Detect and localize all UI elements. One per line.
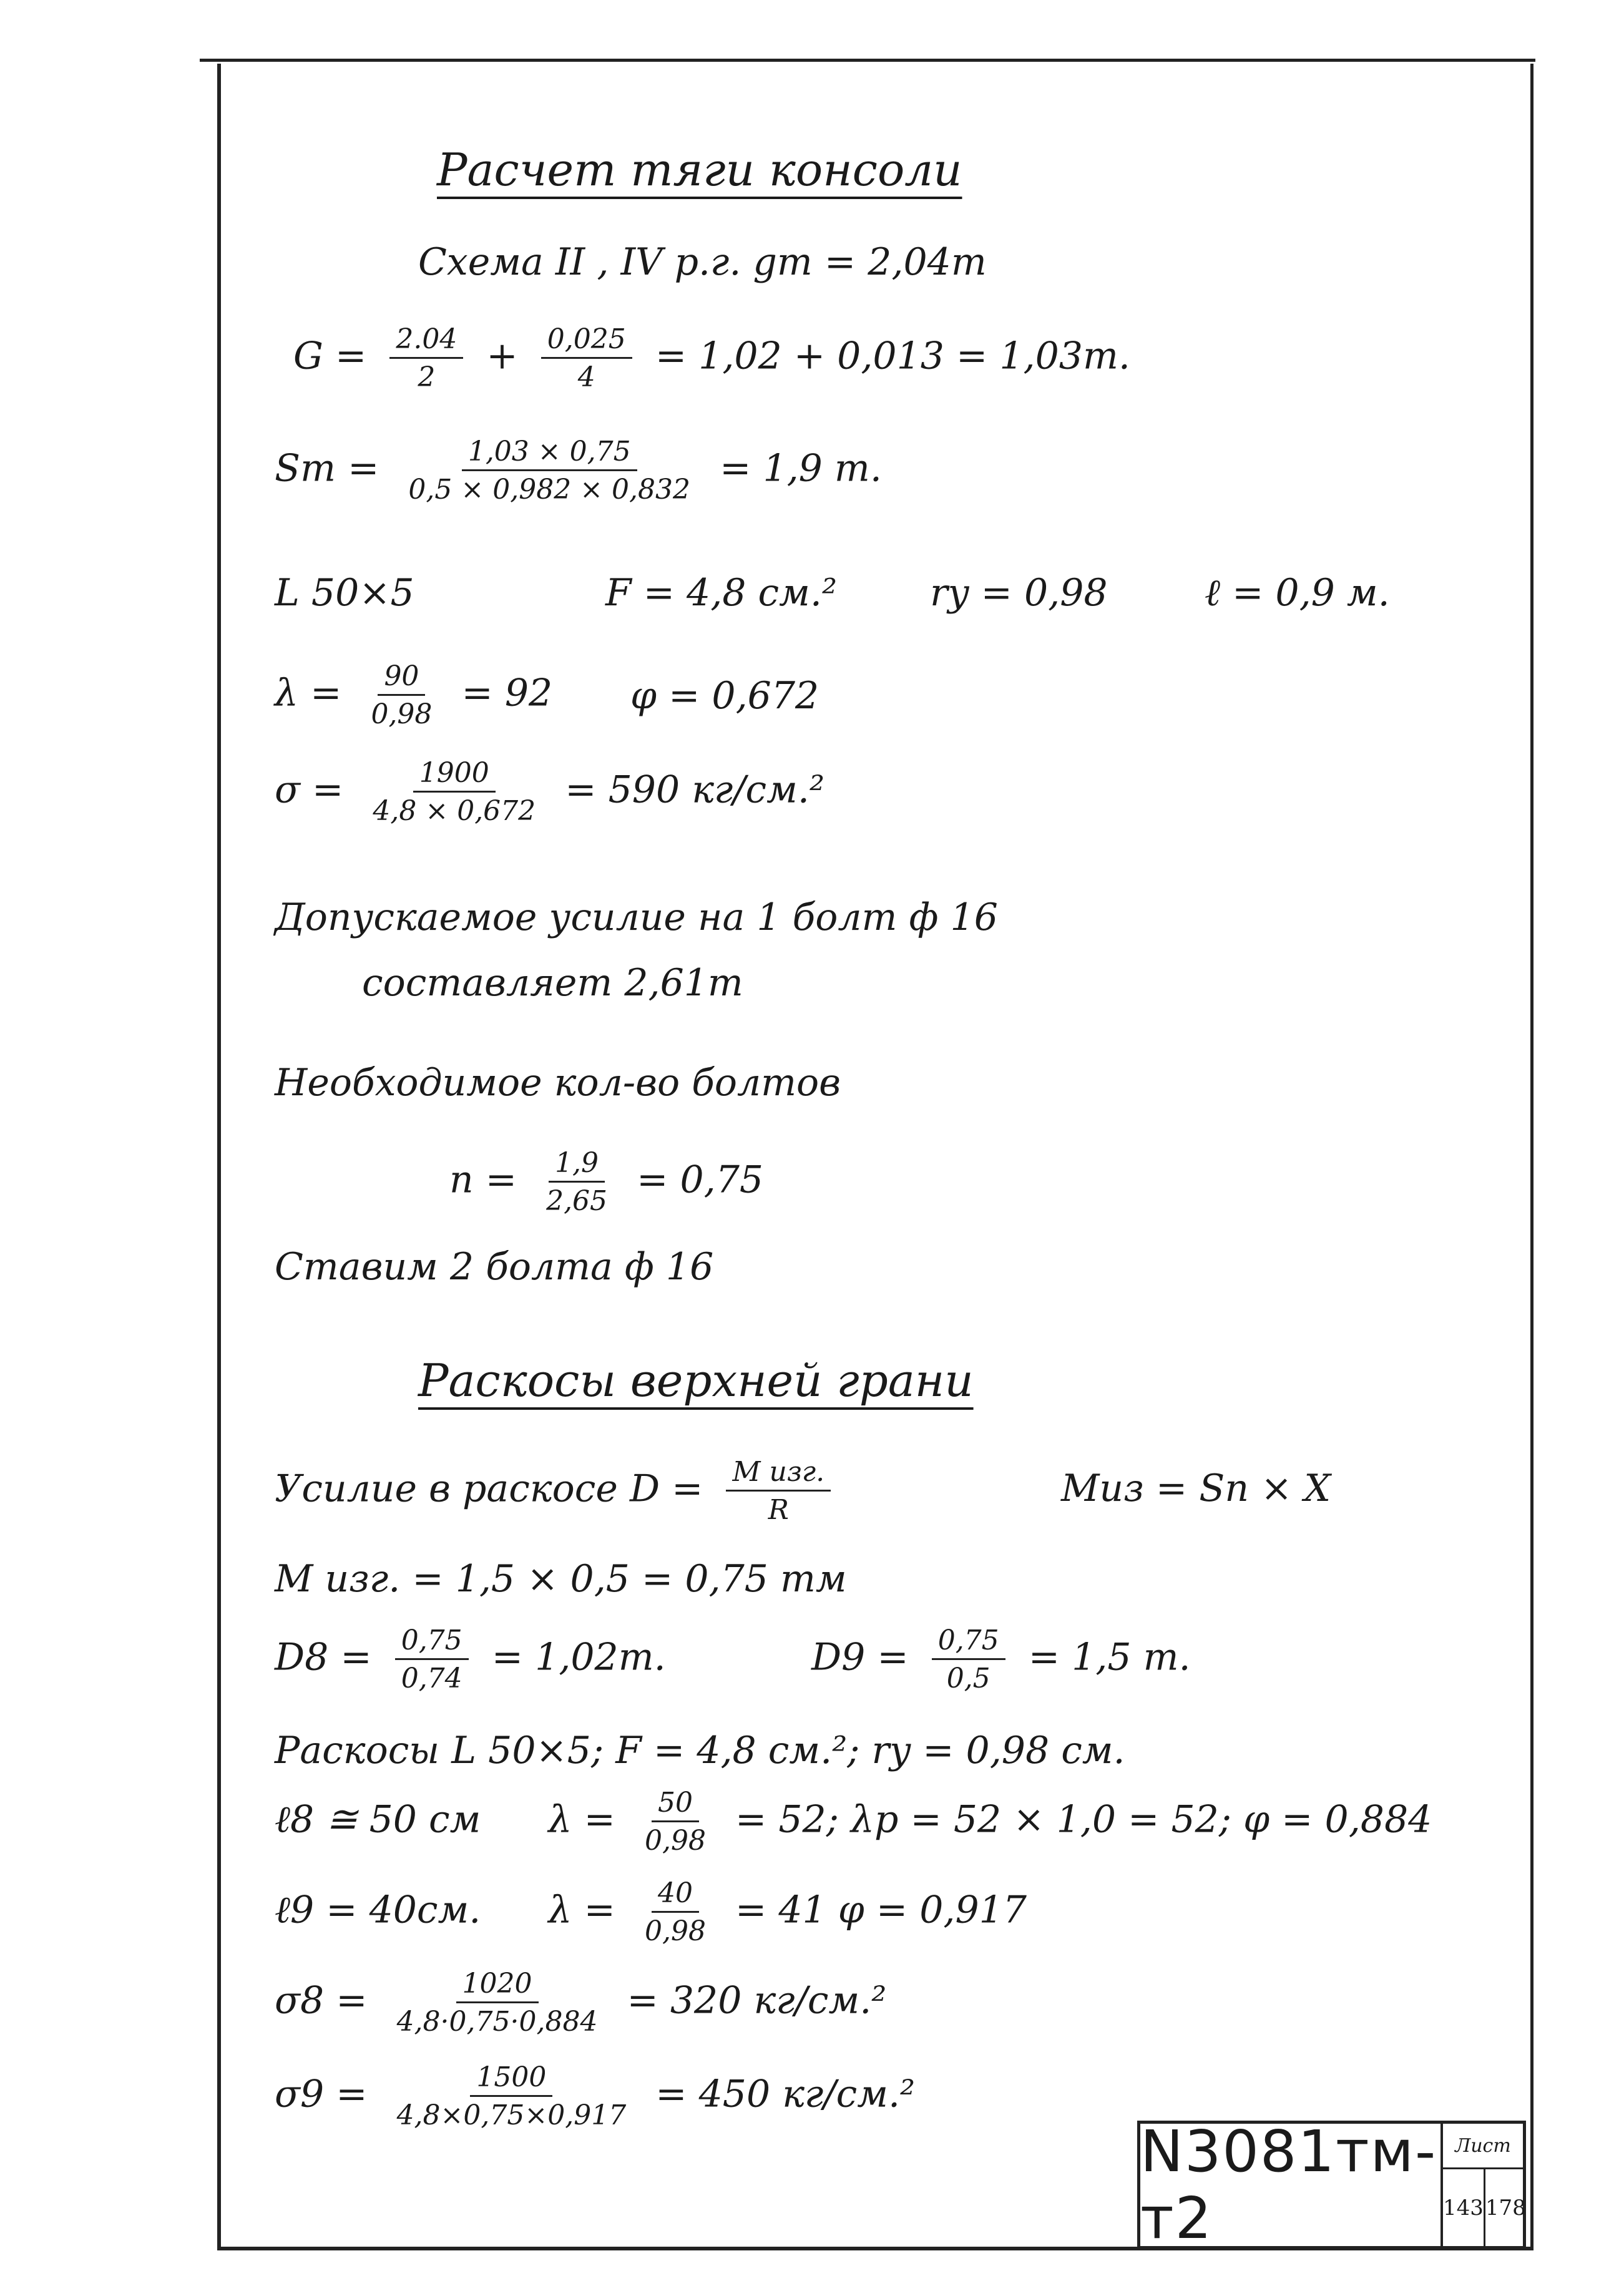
lambda-lhs: λ =: [275, 671, 342, 715]
area-value: F = 4,8 см.²: [605, 571, 838, 615]
length-value: ℓ = 0,9 м.: [1205, 571, 1390, 615]
document-number: N3081тм-т2: [1140, 2118, 1437, 2252]
l8-lambda-fraction: [638, 1788, 712, 1857]
bolts-decision: Ставим 2 болта ф 16: [275, 1245, 714, 1289]
phi-value: φ = 0,672: [630, 674, 819, 718]
n-num: 1,9: [549, 1148, 605, 1183]
l9-rest: = 41 φ = 0,917: [735, 1888, 1027, 1932]
allowable-force-line: Допускаемое усилие на 1 болт ф 16: [275, 896, 998, 939]
l8-lambda-den: 0,98: [644, 1825, 706, 1857]
moment-definition: Mиз = Sп × X: [1061, 1467, 1331, 1510]
brace-force-lhs: Усилие в раскосе D =: [275, 1467, 703, 1511]
g-f1-num: 2.04: [389, 325, 463, 359]
g-plus: +: [486, 334, 518, 378]
n-rhs: = 0,75: [637, 1158, 764, 1202]
lambda-formula: [275, 662, 552, 730]
sigma-formula: [275, 758, 824, 827]
sigma8-lhs: σ8 =: [275, 1978, 368, 2023]
l8-rest: = 52; λр = 52 × 1,0 = 52; φ = 0,884: [735, 1797, 1432, 1842]
d8-rhs: = 1,02т.: [491, 1635, 666, 1679]
profile-label: L 50×5: [275, 571, 414, 615]
l9-lambda-fraction: [638, 1878, 712, 1947]
l8-length: ℓ8 ≅ 50 см: [275, 1797, 481, 1842]
radius-value: ry = 0,98: [930, 571, 1108, 615]
l9-lambda-den: 0,98: [644, 1915, 706, 1948]
s-rhs: = 1,9 т.: [720, 446, 882, 491]
sigma9-rhs: = 450 кг/см.²: [655, 2072, 916, 2116]
sigma8-num: 1020: [456, 1969, 539, 2003]
s-formula: [275, 437, 882, 506]
g-formula: [293, 325, 1130, 393]
section-title-rod: Расчет тяги консоли: [437, 144, 962, 196]
d8-fraction: [395, 1626, 469, 1694]
d9-rhs: = 1,5 т.: [1028, 1635, 1191, 1679]
sheet-label: Лист: [1443, 2124, 1523, 2169]
d9-num: 0,75: [932, 1626, 1005, 1660]
n-lhs: n =: [449, 1158, 517, 1202]
s-num: 1,03 × 0,75: [462, 437, 637, 471]
lambda-num: 90: [378, 662, 425, 696]
moment-value: M изг. = 1,5 × 0,5 = 0,75 тм: [275, 1557, 847, 1601]
s-lhs: Sт =: [275, 446, 379, 491]
sigma9-lhs: σ9 =: [275, 2072, 368, 2116]
d9-formula: [811, 1626, 1191, 1694]
d9-fraction: [932, 1626, 1005, 1694]
sigma-fraction: [366, 758, 542, 827]
g-f1-den: 2: [418, 361, 436, 394]
sigma9-formula: [275, 2063, 915, 2131]
l8-line: [275, 1788, 1432, 1857]
section-title-braces: Раскосы верхней грани: [418, 1354, 974, 1407]
d8-num: 0,75: [395, 1626, 469, 1660]
sigma9-num: 1500: [470, 2063, 552, 2097]
l9-lambda-lhs: λ =: [548, 1888, 615, 1932]
g-f2-num: 0,025: [541, 325, 632, 359]
braces-properties: Раскосы L 50×5; F = 4,8 см.²; ry = 0,98 см.: [275, 1729, 1125, 1772]
l9-length: ℓ9 = 40см.: [275, 1888, 481, 1932]
scheme-line: Схема II , IV р.г. gт = 2,04т: [418, 240, 987, 284]
sigma8-rhs: = 320 кг/см.²: [627, 1978, 887, 2023]
brace-force-fraction: [726, 1457, 831, 1526]
l9-lambda-num: 40: [652, 1878, 699, 1913]
l9-line: [275, 1878, 1027, 1947]
g-rhs: = 1,02 + 0,013 = 1,03т.: [655, 334, 1130, 378]
brace-force-num: M изг.: [726, 1457, 831, 1492]
allowable-force-value: составляет 2,61т: [362, 961, 743, 1005]
g-f2-den: 4: [577, 361, 595, 394]
sigma-lhs: σ =: [275, 768, 344, 812]
lambda-fraction: [364, 662, 438, 730]
sigma8-fraction: [391, 1969, 604, 2038]
sheet-total: 178: [1485, 2195, 1526, 2220]
s-den: 0,5 × 0,982 × 0,832: [408, 474, 691, 506]
n-fraction: [540, 1148, 614, 1217]
sigma-rhs: = 590 кг/см.²: [565, 768, 825, 812]
d8-formula: [275, 1626, 666, 1694]
sigma-num: 1900: [413, 758, 496, 793]
sigma9-den: 4,8×0,75×0,917: [396, 2099, 627, 2132]
l8-lambda-lhs: λ =: [548, 1797, 615, 1842]
sheet-box: [1441, 2124, 1526, 2246]
l8-lambda-num: 50: [652, 1788, 699, 1822]
sigma9-fraction: [391, 2063, 633, 2131]
lambda-den: 0,98: [371, 698, 433, 731]
s-fraction: [402, 437, 697, 506]
g-fraction-1: [389, 325, 463, 393]
g-fraction-2: [541, 325, 632, 393]
sheet-numbers: [1443, 2169, 1526, 2246]
brace-force-den: R: [768, 1494, 789, 1526]
d8-lhs: D8 =: [275, 1635, 372, 1679]
sigma8-den: 4,8·0,75·0,884: [396, 2006, 598, 2038]
n-formula: [449, 1148, 763, 1217]
title-block-stamp: [1137, 2118, 1526, 2252]
n-den: 2,65: [546, 1185, 608, 1218]
g-lhs: G =: [293, 334, 367, 378]
sigma-den: 4,8 × 0,672: [373, 795, 536, 828]
sheet-number: 143: [1443, 2169, 1485, 2246]
brace-force-formula: [275, 1457, 842, 1526]
sigma8-formula: [275, 1969, 886, 2038]
d9-den: 0,5: [946, 1663, 991, 1695]
bolts-needed-line: Необходимое кол-во болтов: [275, 1061, 841, 1105]
d8-den: 0,74: [401, 1663, 462, 1695]
top-rule: [200, 59, 1535, 62]
d9-lhs: D9 =: [811, 1635, 909, 1679]
lambda-rhs: = 92: [461, 671, 553, 715]
